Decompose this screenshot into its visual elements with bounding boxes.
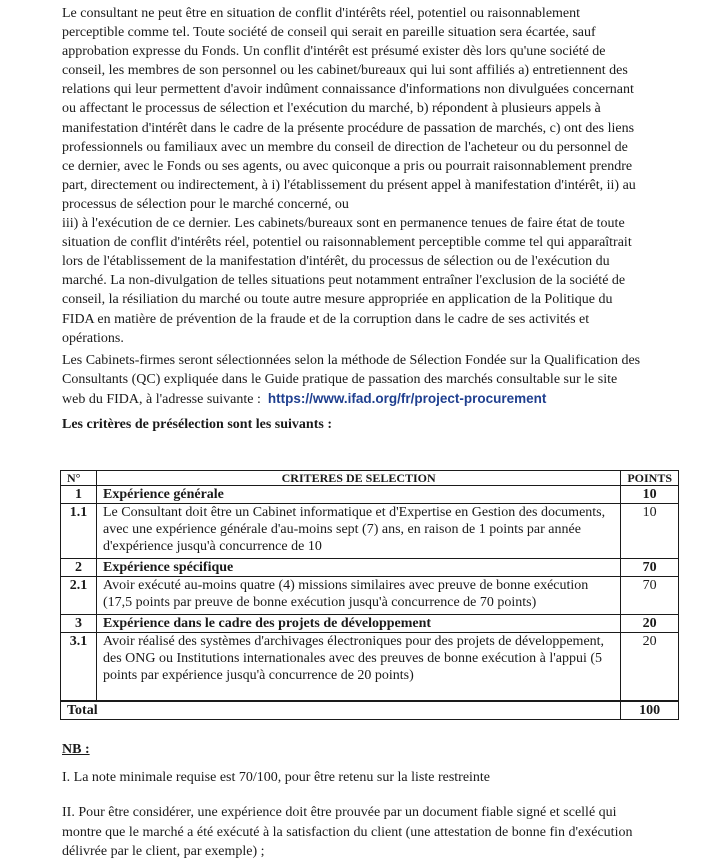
table-row xyxy=(61,486,679,504)
selection-method-paragraph xyxy=(62,351,660,409)
criterion-description xyxy=(97,577,621,615)
criterion-number: 3.1 xyxy=(61,633,97,702)
paragraph-line: ou affectant le processus de sélection et l'exécution du marché, b) répondent à plusieurs appels à xyxy=(62,101,601,117)
address-prefix: web du FIDA, à l'adresse suivante : xyxy=(62,392,261,408)
paragraph-line: ce dernier, avec le Fonds ou ses agents, ou avec quiconque a pris ou pourrait raisonnablement prendre xyxy=(62,158,633,174)
note-line: délivrée par le client, par exemple) ; xyxy=(62,844,265,859)
paragraph-line xyxy=(62,389,660,409)
criterion-title: Expérience dans le cadre des projets de développement xyxy=(97,615,621,633)
description-line: d'expérience jusqu'à concurrence de 10 xyxy=(103,539,322,554)
note-line: montre que le marché a été exécuté à la satisfaction du client (une attestation de bonne fin d'exécution xyxy=(62,824,633,840)
note-minimum-score: I. La note minimale requise est 70/100, pour être retenu sur la liste restreinte xyxy=(62,770,491,785)
total-points: 100 xyxy=(621,701,679,720)
ifad-procurement-link[interactable]: https://www.ifad.org/fr/project-procurement xyxy=(267,391,547,407)
description-line: points par expérience jusqu'à concurrence de 20 points) xyxy=(103,668,414,683)
paragraph-line: iii) à l'exécution de ce dernier. Les cabinets/bureaux sont en permanence tenues de faire état de toute xyxy=(62,216,625,232)
nb-title: NB : xyxy=(62,742,90,757)
criteria-heading: Les critères de présélection sont les suivants : xyxy=(62,417,332,432)
criterion-description xyxy=(97,633,621,702)
paragraph-line: manifestation d'intérêt dans le cadre de la présente procédure de passation de marchés, c) ont des liens xyxy=(62,120,635,136)
criterion-number: 2.1 xyxy=(61,577,97,615)
header-criteria: CRITERES DE SELECTION xyxy=(97,471,621,486)
paragraph-line: professionnels ou familiaux avec un membre du conseil de direction de l'acheteur ou du personnel de xyxy=(62,139,628,155)
paragraph-line: perceptible comme tel. Toute société de conseil qui serait en pareille situation sera écartée, sauf xyxy=(62,25,596,41)
table-row xyxy=(61,577,679,615)
paragraph-line: situation de conflit d'intérêts réel, potentiel ou raisonnablement perceptible comme tel qui apparaîtrait xyxy=(62,235,632,251)
header-points: POINTS xyxy=(621,471,679,486)
paragraph-line: Les Cabinets-firmes seront sélectionnées selon la méthode de Sélection Fondée sur la Qualification des xyxy=(62,353,641,368)
criterion-description xyxy=(97,504,621,559)
description-line: avec une expérience générale d'au-moins sept (7) ans, en raison de 1 points par année xyxy=(103,522,581,537)
paragraph-line: FIDA en matière de prévention de la fraude et de la corruption dans le cadre de ses activités et xyxy=(62,311,590,327)
paragraph-line: marché. La non-divulgation de telles situations peut notamment entraîner l'exclusion de la société de xyxy=(62,273,626,289)
description-line: Le Consultant doit être un Cabinet informatique et d'Expertise en Gestion des documents, xyxy=(103,505,606,520)
criterion-points: 20 xyxy=(621,615,679,633)
paragraph-line: opérations. xyxy=(62,330,124,346)
description-line: des ONG ou Institutions internationales avec des preuves de bonne exécution à l'appui (5 xyxy=(103,651,602,666)
description-line: Avoir réalisé des systèmes d'archivages électroniques pour des projets de développement, xyxy=(103,634,605,649)
paragraph-line: conseil, les membres de son personnel ou les cabinet/bureaux qui lui sont affiliés a) entretiennent des xyxy=(62,63,628,79)
criterion-title: Expérience spécifique xyxy=(97,559,621,577)
criterion-points: 70 xyxy=(621,559,679,577)
criterion-points: 20 xyxy=(621,633,679,702)
criterion-points: 70 xyxy=(621,577,679,615)
table-row xyxy=(61,504,679,559)
paragraph-line: processus de sélection pour le marché concerné, ou xyxy=(62,196,349,212)
table-row xyxy=(61,615,679,633)
total-label: Total xyxy=(61,701,621,720)
paragraph-line: lors de l'établissement de la manifestation d'intérêt, du processus de sélection ou de l'exécution du xyxy=(62,254,610,270)
selection-criteria-table xyxy=(60,470,679,720)
criterion-number: 1.1 xyxy=(61,504,97,559)
table-header-row xyxy=(61,471,679,486)
criterion-title: Expérience générale xyxy=(97,486,621,504)
header-no: N° xyxy=(61,471,97,486)
description-line: Avoir exécuté au-moins quatre (4) missions similaires avec preuve de bonne exécution xyxy=(103,578,589,593)
criterion-number: 3 xyxy=(61,615,97,633)
paragraph-line: Le consultant ne peut être en situation de conflit d'intérêts réel, potentiel ou raisonnablement xyxy=(62,6,581,21)
paragraph-line: Consultants (QC) expliquée dans le Guide pratique de passation des marchés consultable sur le site xyxy=(62,372,618,388)
criterion-points: 10 xyxy=(621,486,679,504)
note-experience-proof xyxy=(62,803,662,862)
table-row xyxy=(61,559,679,577)
description-line: (17,5 points par preuve de bonne exécution jusqu'à concurrence de 70 points) xyxy=(103,595,537,610)
table-row xyxy=(61,633,679,702)
criterion-number: 2 xyxy=(61,559,97,577)
criterion-points: 10 xyxy=(621,504,679,559)
table-total-row xyxy=(61,701,679,720)
paragraph-line: part, directement ou indirectement, à i) l'établissement du présent appel à manifestation d'intérêt, ii) au xyxy=(62,177,636,193)
paragraph-line: relations qui leur permettent d'avoir indûment connaissance d'informations non divulguées concernant xyxy=(62,82,634,98)
note-line: II. Pour être considérer, une expérience doit être prouvée par un document fiable signé et scellé qui xyxy=(62,805,617,820)
criterion-number: 1 xyxy=(61,486,97,504)
paragraph-line: conseil, la résiliation du marché ou toute autre mesure appropriée en application de la Politique du xyxy=(62,292,613,308)
conflict-of-interest-paragraph xyxy=(62,4,660,348)
paragraph-line: approbation expresse du Fonds. Un conflit d'intérêt est présumé exister dès lors qu'une société de xyxy=(62,44,606,60)
